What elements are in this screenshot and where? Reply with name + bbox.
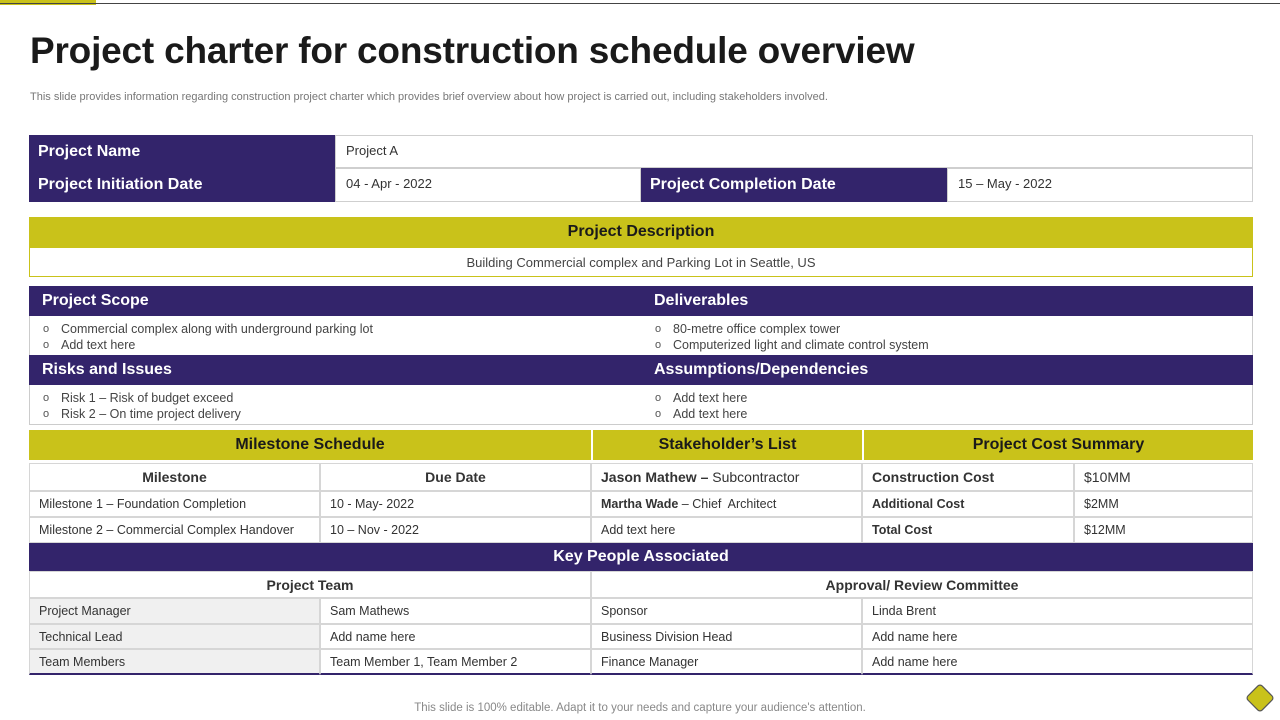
review-committee-heading: Approval/ Review Committee	[591, 571, 1253, 598]
deliverables-list	[655, 321, 929, 353]
milestone-schedule-heading: Milestone Schedule	[29, 430, 591, 460]
stakeholder-role: – Chief Architect	[678, 497, 777, 511]
stakeholder-name: Martha Wade	[601, 497, 679, 511]
project-name-value: Project A	[335, 135, 1253, 168]
cost-summary-heading: Project Cost Summary	[864, 430, 1253, 460]
team-role-cell: Project Manager	[29, 598, 320, 624]
stakeholder-row	[591, 491, 862, 517]
assumptions-heading: Assumptions/Dependencies	[654, 361, 869, 378]
project-initiation-label: Project Initiation Date	[29, 168, 335, 202]
footer-note: This slide is 100% editable. Adapt it to your needs and capture your audience's attention.	[414, 702, 866, 714]
committee-name-cell: Add name here	[862, 649, 1253, 675]
committee-name-cell: Linda Brent	[862, 598, 1253, 624]
project-completion-value: 15 – May - 2022	[947, 168, 1253, 202]
cost-value-cell: $12MM	[1074, 517, 1253, 543]
risks-heading: Risks and Issues	[42, 361, 172, 378]
cost-label-cell: Total Cost	[862, 517, 1074, 543]
project-team-heading: Project Team	[29, 571, 591, 598]
committee-role-cell: Business Division Head	[591, 624, 862, 649]
team-name-cell: Add name here	[320, 624, 591, 649]
milestone-date-cell: 10 – Nov - 2022	[320, 517, 591, 543]
stakeholder-role: Add text here	[601, 523, 676, 537]
stakeholder-row	[591, 517, 862, 543]
list-item: o 80-metre office complex tower	[655, 321, 929, 337]
cost-value-cell: $10MM	[1074, 463, 1253, 491]
due-date-column-header: Due Date	[320, 463, 591, 491]
committee-role-cell: Sponsor	[591, 598, 862, 624]
project-description-heading: Project Description	[29, 217, 1253, 247]
team-name-cell: Sam Mathews	[320, 598, 591, 624]
team-role-cell: Team Members	[29, 649, 320, 675]
team-name-cell: Team Member 1, Team Member 2	[320, 649, 591, 675]
project-initiation-value: 04 - Apr - 2022	[335, 168, 641, 202]
project-name-label: Project Name	[29, 135, 335, 168]
stakeholder-row	[591, 463, 862, 491]
project-scope-list	[43, 321, 373, 353]
cost-label-cell: Additional Cost	[862, 491, 1074, 517]
risks-list	[43, 390, 241, 422]
cost-value-cell: $2MM	[1074, 491, 1253, 517]
list-item: o Risk 1 – Risk of budget exceed	[43, 390, 241, 406]
project-description-text: Building Commercial complex and Parking Lot in Seattle, US	[29, 247, 1253, 277]
stakeholder-name: Jason Mathew –	[601, 469, 709, 485]
team-role-cell: Technical Lead	[29, 624, 320, 649]
project-completion-label: Project Completion Date	[641, 168, 947, 202]
milestone-date-cell: 10 - May- 2022	[320, 491, 591, 517]
milestone-name-cell: Milestone 2 – Commercial Complex Handover	[29, 517, 320, 543]
committee-role-cell: Finance Manager	[591, 649, 862, 675]
stakeholders-heading: Stakeholder’s List	[593, 430, 862, 460]
assumptions-list	[655, 390, 747, 422]
cost-label-cell: Construction Cost	[862, 463, 1074, 491]
milestone-name-cell: Milestone 1 – Foundation Completion	[29, 491, 320, 517]
diamond-logo-icon	[1245, 683, 1275, 713]
project-scope-heading: Project Scope	[42, 292, 149, 309]
list-item: o Add text here	[43, 337, 373, 353]
key-people-heading: Key People Associated	[29, 543, 1253, 571]
page-title: Project charter for construction schedule overview	[30, 30, 915, 71]
list-item: o Add text here	[655, 406, 747, 422]
deliverables-heading: Deliverables	[654, 292, 749, 309]
top-rule	[0, 3, 1280, 4]
stakeholder-role: Subcontractor	[708, 469, 800, 485]
list-item: o Add text here	[655, 390, 747, 406]
committee-name-cell: Add name here	[862, 624, 1253, 649]
list-item: o Commercial complex along with underground parking lot	[43, 321, 373, 337]
page-subtitle: This slide provides information regarding construction project charter which provides brief overview about how project is carried out, including stakeholders involved.	[30, 91, 828, 103]
milestone-column-header: Milestone	[29, 463, 320, 491]
list-item: o Computerized light and climate control system	[655, 337, 929, 353]
list-item: o Risk 2 – On time project delivery	[43, 406, 241, 422]
